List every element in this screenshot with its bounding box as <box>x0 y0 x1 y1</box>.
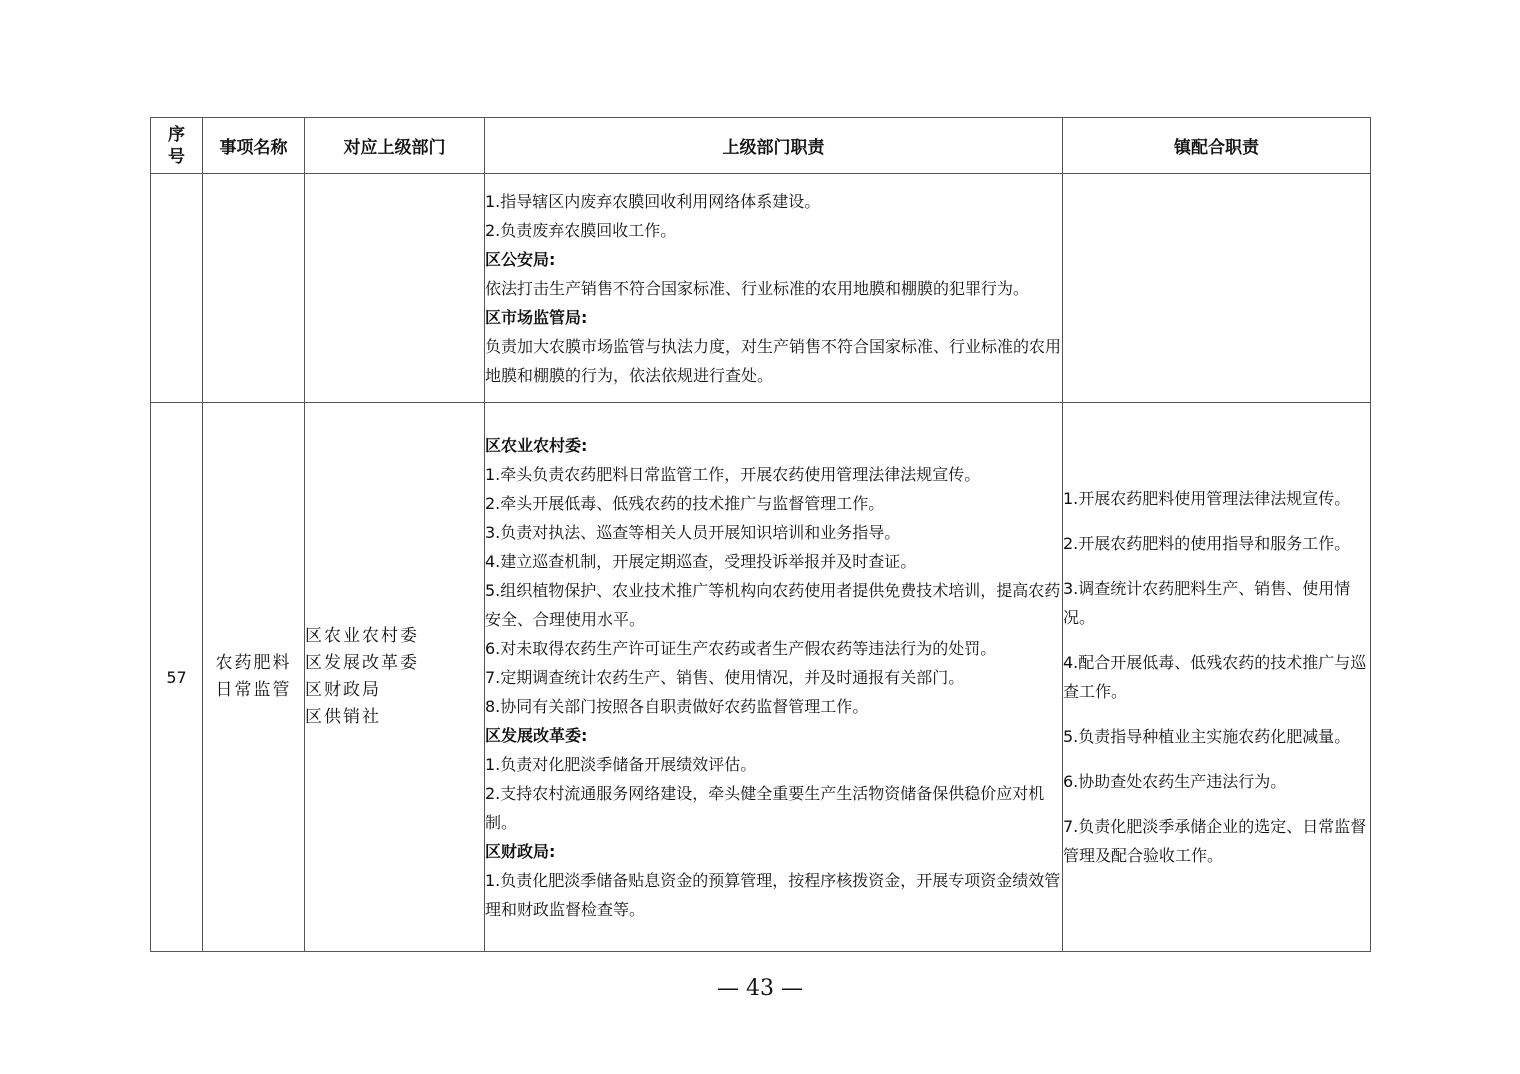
seq-cell: 57 <box>151 403 203 952</box>
town-duty-cell-empty <box>1063 174 1371 403</box>
duty-item: 6.协助查处农药生产违法行为。 <box>1063 772 1287 791</box>
duty-item: 2.牵头开展低毒、低残农药的技术推广与监督管理工作。 <box>485 493 885 513</box>
item-name-line2: 日常监管 <box>215 680 292 700</box>
duty-item: 1.负责对化肥淡季储备开展绩效评估。 <box>485 754 757 774</box>
duty-item: 6.对未取得农药生产许可证生产农药或者生产假农药等违法行为的处罚。 <box>485 638 997 658</box>
upper-dept-item: 区供销社 <box>305 707 381 727</box>
duty-item: 1.牵头负责农药肥料日常监管工作，开展农药使用管理法律法规宣传。 <box>485 464 981 484</box>
upper-dept-cell-empty <box>305 174 485 403</box>
upper-dept-cell <box>305 403 485 952</box>
duty-item: 1.负责化肥淡季储备贴息资金的预算管理，按程序核拨资金，开展专项资金绩效管理和财政监督检查等。 <box>485 870 1061 919</box>
upper-duty-list <box>485 431 1062 924</box>
upper-duty-cell <box>485 403 1063 952</box>
header-seq <box>151 118 203 174</box>
table-row-continued <box>151 174 1371 403</box>
upper-duty-cell <box>485 174 1063 403</box>
duty-item: 1.指导辖区内废弃农膜回收利用网络体系建设。 <box>485 191 821 211</box>
header-upper-duty: 上级部门职责 <box>485 118 1063 174</box>
department-heading: 区市场监管局: <box>485 307 588 327</box>
duty-item: 2.负责废弃农膜回收工作。 <box>485 220 677 240</box>
seq-cell-empty <box>151 174 203 403</box>
duty-table <box>150 117 1371 952</box>
duty-item: 3.调查统计农药肥料生产、销售、使用情况。 <box>1063 579 1351 627</box>
town-duty-list <box>1063 484 1370 870</box>
duty-item: 2.开展农药肥料的使用指导和服务工作。 <box>1063 534 1351 553</box>
header-seq-line2: 号 <box>168 146 185 167</box>
department-heading: 区农业农村委: <box>485 435 588 455</box>
department-heading: 区公安局: <box>485 249 556 269</box>
duty-item: 7.负责化肥淡季承储企业的选定、日常监督管理及配合验收工作。 <box>1063 817 1367 865</box>
table-row-57 <box>151 403 1371 952</box>
upper-dept-item: 区发展改革委 <box>305 653 419 673</box>
page-number: — 43 — <box>717 976 803 1001</box>
duty-item: 7.定期调查统计农药生产、销售、使用情况，并及时通报有关部门。 <box>485 667 965 687</box>
upper-duty-list <box>485 187 1062 390</box>
header-town-duty: 镇配合职责 <box>1063 118 1371 174</box>
duty-item: 4.配合开展低毒、低残农药的技术推广与巡查工作。 <box>1063 653 1367 701</box>
duty-item: 8.协同有关部门按照各自职责做好农药监督管理工作。 <box>485 696 869 716</box>
table-header-row <box>151 118 1371 174</box>
duty-item: 5.负责指导种植业主实施农药化肥减量。 <box>1063 727 1351 746</box>
department-heading: 区发展改革委: <box>485 725 588 745</box>
duty-item: 1.开展农药肥料使用管理法律法规宣传。 <box>1063 489 1351 508</box>
item-name-cell <box>203 403 305 952</box>
upper-dept-item: 区农业农村委 <box>305 626 419 646</box>
header-upper-dept: 对应上级部门 <box>305 118 485 174</box>
duty-item: 负责加大农膜市场监管与执法力度，对生产销售不符合国家标准、行业标准的农用地膜和棚膜的行为，依法依规进行查处。 <box>485 336 1062 385</box>
town-duty-cell <box>1063 403 1371 952</box>
header-seq-line1: 序 <box>168 124 185 145</box>
name-cell-empty <box>203 174 305 403</box>
duty-item: 4.建立巡查机制，开展定期巡查，受理投诉举报并及时查证。 <box>485 551 917 571</box>
header-item-name: 事项名称 <box>203 118 305 174</box>
duty-item: 2.支持农村流通服务网络建设，牵头健全重要生产生活物资储备保供稳价应对机制。 <box>485 783 1045 832</box>
duty-item: 3.负责对执法、巡查等相关人员开展知识培训和业务指导。 <box>485 522 901 542</box>
upper-dept-item: 区财政局 <box>305 680 381 700</box>
item-name-line1: 农药肥料 <box>215 653 292 673</box>
duty-item: 5.组织植物保护、农业技术推广等机构向农药使用者提供免费技术培训，提高农药安全、合理使用水平。 <box>485 580 1061 629</box>
department-heading: 区财政局: <box>485 841 556 861</box>
duty-item: 依法打击生产销售不符合国家标准、行业标准的农用地膜和棚膜的犯罪行为。 <box>485 278 1030 298</box>
